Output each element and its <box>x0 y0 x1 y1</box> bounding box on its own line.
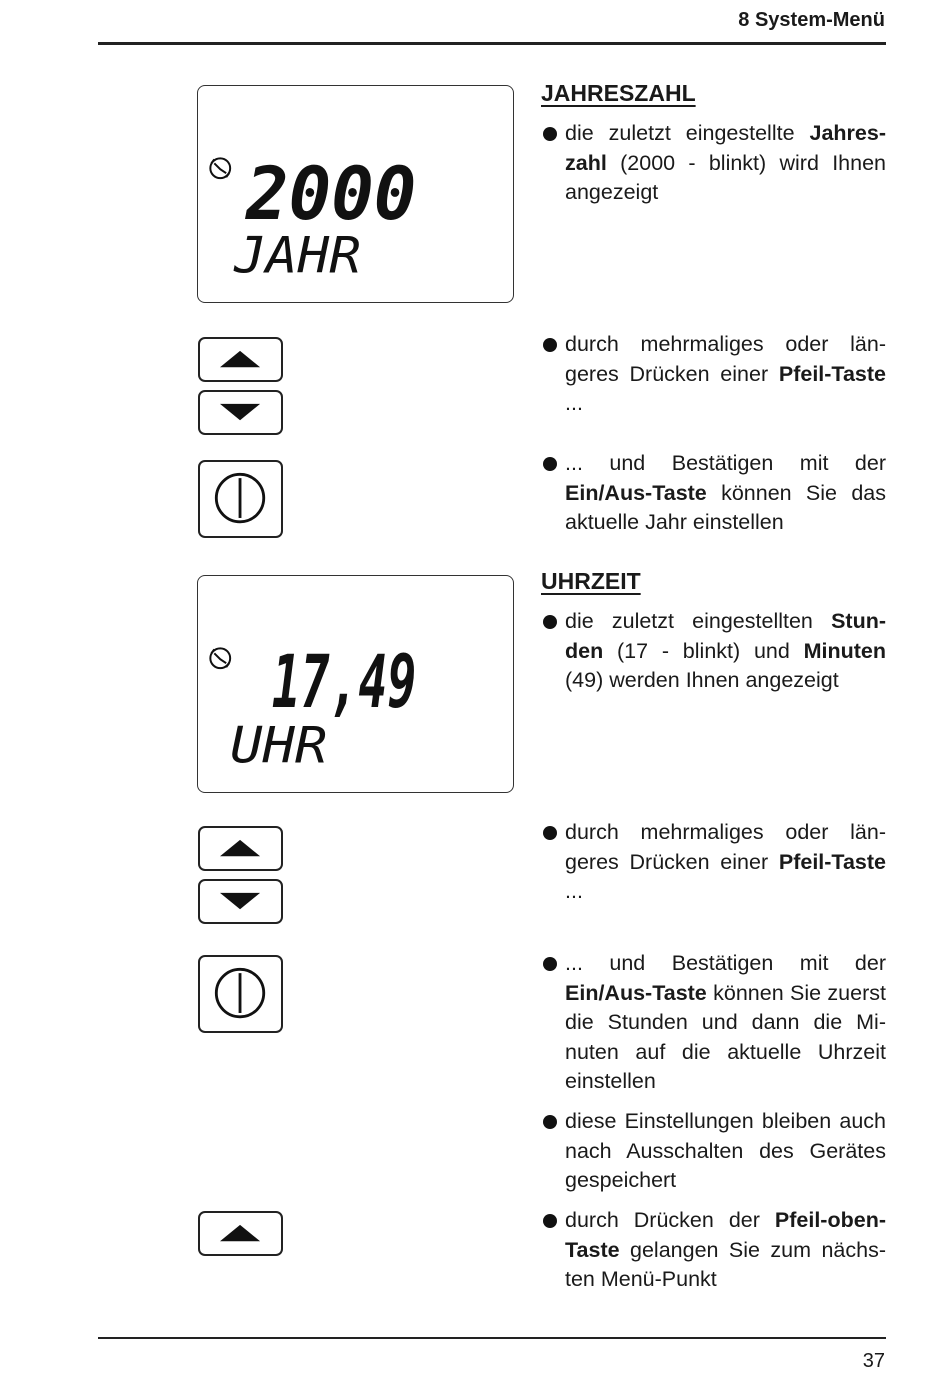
lcd-year-digits: 2000 <box>244 151 417 237</box>
bullet-time-saved: diese Einstellungen bleiben auch nach Ausschalten des Gerätes gespeichert <box>541 1107 886 1196</box>
bullet-time-display: die zuletzt eingestellten Stun-den (17 - blinkt) und Minuten (49) werden Ihnen angezeigt <box>541 607 886 696</box>
bullet-time-next: durch Drücken der Pfeil-oben-Taste gelangen Sie zum nächs-ten Menü-Punkt <box>541 1206 886 1295</box>
bullet-dot <box>543 615 557 629</box>
lcd-year-label: JAHR <box>233 226 361 285</box>
arrow-up-key[interactable] <box>198 1211 283 1256</box>
page-number: 37 <box>862 1350 885 1372</box>
arrow-down-icon <box>220 404 260 420</box>
arrow-down-key[interactable] <box>198 390 283 435</box>
clock-icon <box>210 158 230 178</box>
arrow-up-icon <box>220 1225 260 1241</box>
bullet-dot <box>543 127 557 141</box>
power-icon <box>200 957 281 1031</box>
bullet-dot <box>543 1115 557 1129</box>
bullet-time-confirm: ... und Bestätigen mit der Ein/Aus-Taste können Sie zuerst die Stunden und dann die Mi-nuten auf die aktuelle Uhrzeit einstellen <box>541 949 886 1097</box>
lcd-display-year <box>197 85 514 303</box>
bullet-year-arrow: durch mehrmaliges oder län-geres Drücken einer Pfeil-Taste ... <box>541 330 886 419</box>
bullet-dot <box>543 957 557 971</box>
lcd-time-digits: 17,49 <box>271 639 417 725</box>
footer-rule <box>98 1337 886 1339</box>
bullet-dot <box>543 1214 557 1228</box>
clock-icon <box>210 648 230 668</box>
arrow-up-icon <box>220 351 260 367</box>
lcd-year-graphic <box>198 86 513 302</box>
bullet-year-confirm: ... und Bestätigen mit der Ein/Aus-Taste können Sie das aktuelle Jahr einstellen <box>541 449 886 538</box>
arrow-down-key[interactable] <box>198 879 283 924</box>
lcd-display-time <box>197 575 514 793</box>
lcd-time-label: UHR <box>230 716 328 775</box>
arrow-up-key[interactable] <box>198 826 283 871</box>
arrow-up-icon <box>220 840 260 856</box>
bullet-time-arrow: durch mehrmaliges oder län-geres Drücken einer Pfeil-Taste ... <box>541 818 886 907</box>
bullet-dot <box>543 338 557 352</box>
bullet-dot <box>543 826 557 840</box>
lcd-time-graphic <box>198 576 513 792</box>
arrow-down-icon <box>220 893 260 909</box>
arrow-up-key[interactable] <box>198 337 283 382</box>
header-rule <box>98 42 886 45</box>
section-title-year: JAHRESZAHL <box>541 80 696 106</box>
bullet-year-display: die zuletzt eingestellte Jahres-zahl (2000 - blinkt) wird Ihnen angezeigt <box>541 119 886 208</box>
power-key[interactable] <box>198 460 283 538</box>
power-key[interactable] <box>198 955 283 1033</box>
power-icon <box>200 462 281 536</box>
section-title-time: UHRZEIT <box>541 568 641 594</box>
bullet-dot <box>543 457 557 471</box>
page-header-title: 8 System-Menü <box>738 9 885 31</box>
